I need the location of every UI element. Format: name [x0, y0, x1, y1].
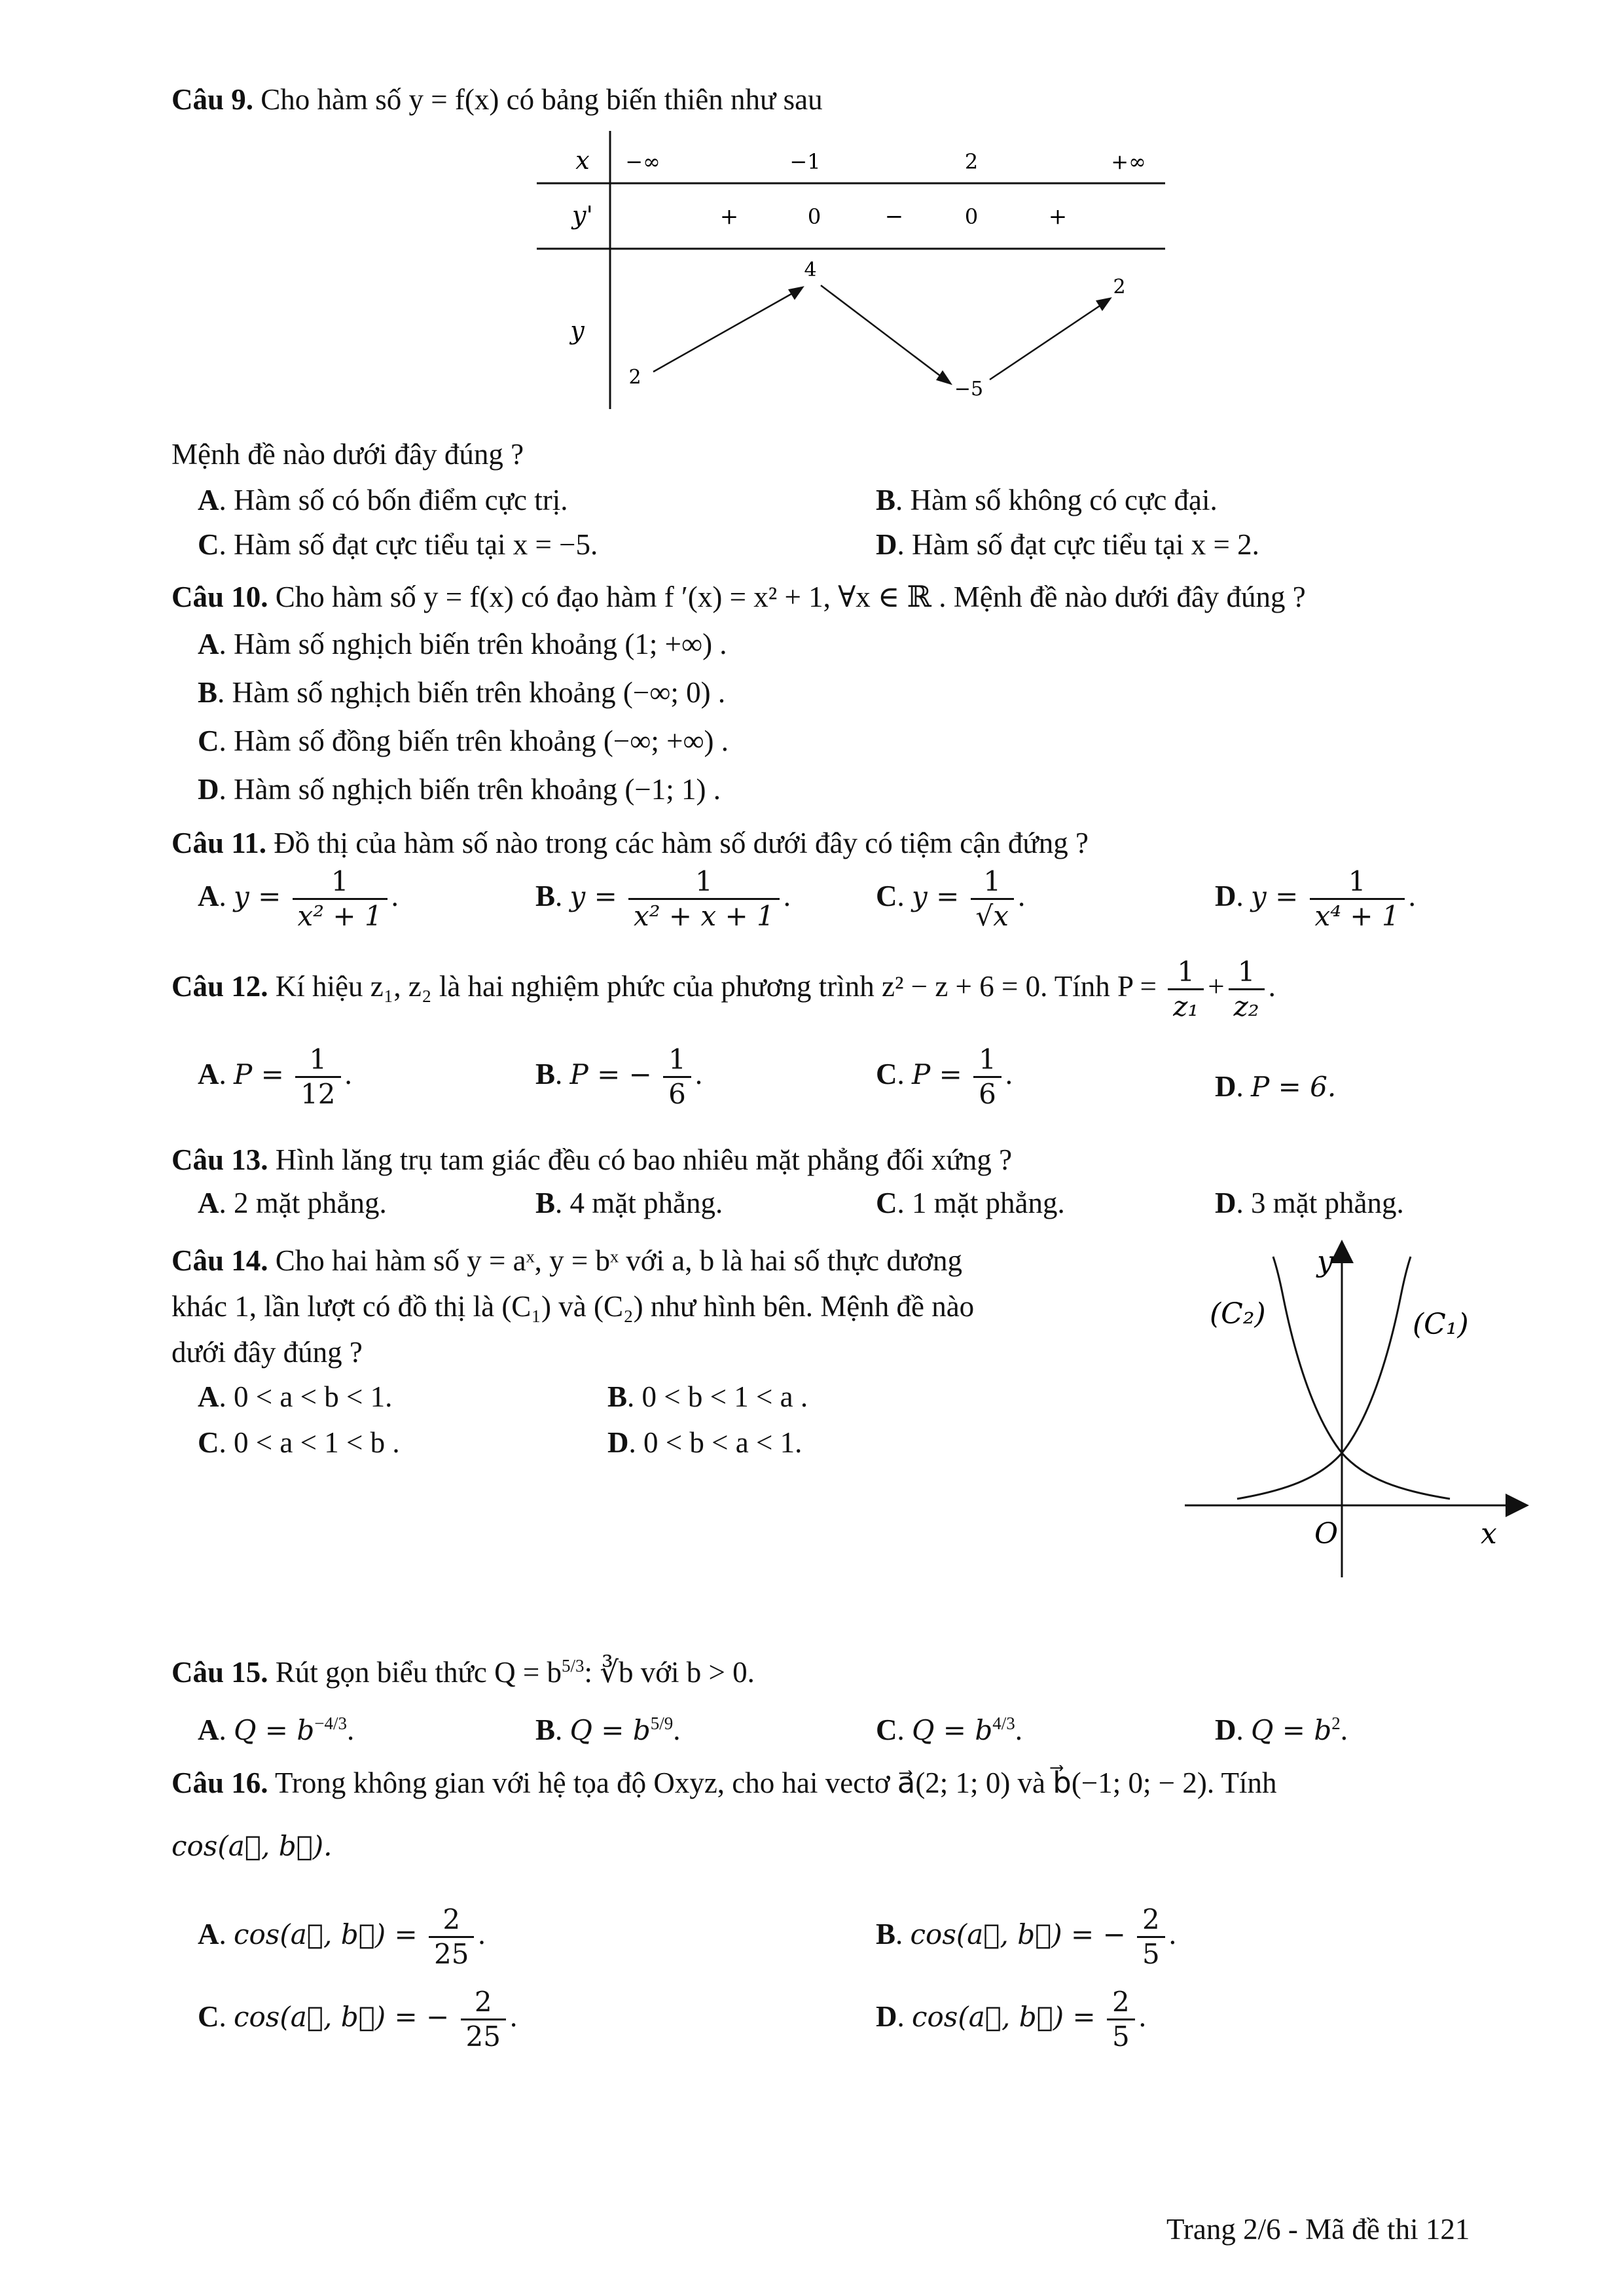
- option-key: A: [198, 1057, 219, 1090]
- option-key: D: [1215, 1187, 1236, 1219]
- fraction-denominator: z₂: [1229, 988, 1265, 1020]
- q9-sign: 0: [807, 204, 821, 229]
- fraction-numerator: 2: [474, 1986, 492, 2018]
- fraction-numerator: 2: [1142, 1903, 1160, 1935]
- q14-option-b[interactable]: [607, 1382, 808, 1412]
- option-key: D: [876, 528, 897, 561]
- fraction-numerator: 1: [309, 1043, 327, 1075]
- option-lhs: cos(a⃗, b⃗) =: [234, 1918, 418, 1950]
- q11-stem: [171, 829, 1089, 858]
- option-key: A: [198, 628, 219, 660]
- fraction: [429, 1903, 474, 1970]
- fraction-denominator: x² + x + 1: [628, 898, 780, 930]
- option-key: A: [198, 879, 219, 912]
- graph-x-label: x: [1481, 1517, 1497, 1551]
- q14-stem-line-1: [171, 1246, 962, 1276]
- option-key: C: [876, 1057, 897, 1090]
- option-base: Q = b: [234, 1714, 315, 1746]
- option-key: C: [198, 725, 219, 757]
- fraction-numerator: 1: [983, 865, 1001, 897]
- fraction-numerator: 1: [1177, 956, 1195, 988]
- option-key: C: [876, 1187, 897, 1219]
- fraction-numerator: 1: [979, 1043, 996, 1075]
- q16-option-a[interactable]: A. cos(a⃗, b⃗) = $\frac{2}{25}$ .: [198, 1903, 486, 1970]
- option-text: . 0 < b < a < 1.: [628, 1426, 803, 1459]
- q9-y-value: 4: [804, 259, 817, 281]
- option-key: B: [535, 879, 556, 912]
- q11-option-a[interactable]: A. y = $\frac{1}{\text{x² + 1}}$ .: [198, 865, 399, 932]
- option-key: A: [198, 1187, 219, 1219]
- q15-text-post: : ∛b với b > 0.: [584, 1656, 755, 1689]
- q11-option-d[interactable]: D. y = $\frac{1}{\text{x⁴ + 1}}$ .: [1215, 865, 1416, 932]
- q15-text-pre: Rút gọn biểu thức Q = b: [275, 1656, 562, 1689]
- option-text: . Hàm số đồng biến trên khoảng (−∞; +∞) .: [219, 725, 729, 757]
- q11-option-c[interactable]: C. y = $\frac{1}{√x}$ .: [876, 865, 1026, 932]
- option-exponent: −4/3: [314, 1713, 347, 1733]
- option-key: C: [876, 879, 897, 912]
- option-text: . 3 mặt phẳng.: [1236, 1187, 1404, 1219]
- option-lhs: y =: [1251, 880, 1299, 912]
- q9-prompt: Mệnh đề nào dưới đây đúng ?: [171, 438, 524, 471]
- option-text: . Hàm số có bốn điểm cực trị.: [219, 484, 568, 516]
- fraction-numerator: 1: [331, 865, 349, 897]
- fraction: [295, 1043, 340, 1110]
- fraction-denominator: 5: [1107, 2018, 1135, 2051]
- fraction: [1310, 865, 1405, 932]
- q10-label: Câu 10.: [171, 581, 268, 613]
- q14-text-1: Cho hai hàm số y = aˣ, y = bˣ với a, b là hai số thực dương: [275, 1244, 963, 1277]
- q9-x-value: +∞: [1111, 149, 1146, 174]
- option-text: . 0 < a < 1 < b .: [219, 1426, 400, 1459]
- option-key: D: [1215, 1713, 1236, 1746]
- q9-sign: +: [1048, 204, 1068, 230]
- option-base: Q = b: [569, 1714, 651, 1746]
- q9-row-yp-label: y': [572, 201, 593, 230]
- page-footer: Trang 2/6 - Mã đề thi 121: [1166, 2213, 1470, 2246]
- option-text: . Hàm số đạt cực tiểu tại x = −5.: [219, 528, 598, 561]
- q13-text: Hình lăng trụ tam giác đều có bao nhiêu mặt phẳng đối xứng ?: [275, 1143, 1013, 1176]
- q14-label: Câu 14.: [171, 1244, 268, 1277]
- fraction-denominator: 5: [1137, 1936, 1165, 1968]
- q10-option-d[interactable]: [198, 775, 721, 804]
- q16-option-d[interactable]: D. cos(a⃗, b⃗) = $\frac{2}{5}$ .: [876, 1986, 1146, 2053]
- fraction: [663, 1043, 691, 1110]
- q14-option-d[interactable]: [607, 1428, 802, 1458]
- option-lhs: P = −: [569, 1058, 652, 1090]
- option-lhs: P =: [912, 1058, 962, 1090]
- option-exponent: 4/3: [992, 1713, 1015, 1733]
- q9-sign: +: [719, 204, 739, 230]
- q12-option-c[interactable]: C. P = $\frac{1}{6}$ .: [876, 1043, 1013, 1110]
- q12-option-b[interactable]: B. P = − $\frac{1}{6}$ .: [535, 1043, 703, 1110]
- plus-sign: +: [1208, 969, 1225, 1003]
- q9-option-c[interactable]: [198, 530, 598, 560]
- q9-row-x-label: x: [575, 146, 590, 175]
- q9-y-value: 2: [628, 366, 641, 389]
- option-text: . Hàm số đạt cực tiểu tại x = 2.: [897, 528, 1259, 561]
- fraction-denominator: √x: [971, 898, 1014, 930]
- graph-c2-label: (C₂): [1210, 1297, 1266, 1331]
- q10-option-a[interactable]: [198, 630, 727, 659]
- q11-text: Đồ thị của hàm số nào trong các hàm số dưới đây có tiệm cận đứng ?: [274, 827, 1089, 859]
- q9-sign: −: [884, 204, 904, 230]
- fraction-denominator: 6: [663, 1076, 691, 1108]
- option-key: B: [535, 1057, 556, 1090]
- q10-stem: [171, 583, 1306, 612]
- q9-text: Cho hàm số y = f(x) có bảng biến thiên như sau: [261, 83, 823, 116]
- option-key: D: [1215, 1070, 1236, 1103]
- option-text: . Hàm số nghịch biến trên khoảng (−∞; 0) .: [217, 676, 726, 709]
- option-key: C: [198, 528, 219, 561]
- q12-stem: Câu 12. Kí hiệu z₁, z₂ là hai nghiệm phức của phương trình z² − z + 6 = 0. Tính P = $\frac{1}{\text{z₁}}$ + $\frac{1}{\text{z₂}}$ .: [171, 956, 1276, 1022]
- option-lhs: y =: [234, 880, 281, 912]
- q11-label: Câu 11.: [171, 827, 267, 859]
- option-key: A: [198, 484, 219, 516]
- q15-exponent: 5/3: [562, 1656, 585, 1676]
- option-text: . Hàm số nghịch biến trên khoảng (1; +∞) .: [219, 628, 727, 660]
- option-key: B: [607, 1380, 628, 1413]
- q10-option-c[interactable]: [198, 726, 729, 756]
- fraction: [293, 865, 388, 932]
- q9-stem: [171, 85, 823, 115]
- q15-option-b[interactable]: B. $Q = b^{5/9}$.: [535, 1713, 681, 1746]
- q13-option-d[interactable]: [1215, 1189, 1404, 1218]
- q16-label: Câu 16.: [171, 1767, 268, 1799]
- graph-origin-label: O: [1314, 1517, 1339, 1551]
- option-key: C: [198, 1426, 219, 1459]
- option-lhs: P =: [234, 1058, 284, 1090]
- fraction-numerator: 2: [1111, 1986, 1130, 2018]
- option-lhs: cos(a⃗, b⃗) = −: [234, 2000, 450, 2033]
- q14-option-a[interactable]: [198, 1382, 392, 1412]
- q9-y-value: 2: [1113, 276, 1126, 298]
- fraction-numerator: 1: [1348, 865, 1366, 897]
- q15-option-d[interactable]: D. $Q = b^2$.: [1215, 1713, 1348, 1746]
- fraction: [971, 865, 1014, 932]
- option-text: . 1 mặt phẳng.: [897, 1187, 1065, 1219]
- q9-option-a[interactable]: [198, 486, 568, 515]
- fraction-denominator: x⁴ + 1: [1310, 898, 1405, 930]
- option-key: B: [198, 676, 218, 709]
- fraction-numerator: 2: [442, 1903, 461, 1935]
- fraction-numerator: 1: [668, 1043, 686, 1075]
- option-key: D: [876, 2000, 897, 2033]
- option-key: A: [198, 1713, 219, 1746]
- graph-y-label: y: [1317, 1245, 1333, 1278]
- option-key: D: [607, 1426, 629, 1459]
- option-key: B: [535, 1187, 556, 1219]
- q15-stem: [171, 1657, 755, 1687]
- q9-variation-table: [537, 131, 1165, 419]
- q9-option-d[interactable]: [876, 530, 1259, 560]
- option-base: Q = b: [1251, 1714, 1332, 1746]
- fraction-denominator: 12: [295, 1076, 340, 1108]
- q12-text: Kí hiệu z₁, z₂ là hai nghiệm phức của phương trình z² − z + 6 = 0. Tính P =: [275, 969, 1157, 1003]
- option-key: A: [198, 1917, 219, 1950]
- q12-label: Câu 12.: [171, 969, 268, 1003]
- q16-stem-line-1: [171, 1768, 1277, 1798]
- option-text: . 0 < a < b < 1.: [219, 1380, 393, 1413]
- fraction: [973, 1043, 1001, 1110]
- fraction: [461, 1988, 506, 2051]
- option-text: . Hàm số nghịch biến trên khoảng (−1; 1) .: [219, 773, 721, 806]
- q13-option-a[interactable]: [198, 1189, 387, 1218]
- q10-text: Cho hàm số y = f(x) có đạo hàm f ′(x) = x² + 1, ∀x ∈ ℝ . Mệnh đề nào dưới đây đúng ?: [275, 581, 1306, 613]
- option-exponent: 2: [1331, 1713, 1341, 1733]
- option-key: B: [535, 1713, 556, 1746]
- fraction: [1229, 958, 1265, 1020]
- q9-arrows: [653, 285, 1110, 384]
- q14-exponential-graph: [1178, 1230, 1545, 1584]
- fraction: [1168, 958, 1204, 1020]
- option-text: . 0 < b < 1 < a .: [627, 1380, 808, 1413]
- option-key: C: [198, 2000, 219, 2033]
- option-text: . 2 mặt phẳng.: [219, 1187, 387, 1219]
- q9-x-value: −∞: [625, 149, 660, 174]
- q12-option-d[interactable]: D. P = 6.: [1215, 1070, 1337, 1103]
- q9-label: Câu 9.: [171, 83, 254, 116]
- option-key: A: [198, 1380, 219, 1413]
- q15-label: Câu 15.: [171, 1656, 268, 1689]
- q11-option-b[interactable]: B. y = $\frac{1}{\text{x² + x + 1}}$ .: [535, 865, 791, 932]
- q13-stem: [171, 1145, 1012, 1175]
- option-lhs: y =: [912, 880, 960, 912]
- q12-option-a[interactable]: A. P = $\frac{1}{12}$ .: [198, 1043, 352, 1110]
- q13-option-c[interactable]: [876, 1189, 1065, 1218]
- curve-c1: [1237, 1257, 1411, 1499]
- q15-option-c[interactable]: C. $Q = b^{4/3}$.: [876, 1713, 1022, 1746]
- fraction-denominator: 25: [461, 2018, 506, 2051]
- q9-x-value: 2: [964, 149, 979, 174]
- q14-option-c[interactable]: [198, 1428, 400, 1458]
- q16-option-b[interactable]: B. cos(a⃗, b⃗) = − $\frac{2}{5}$ .: [876, 1903, 1177, 1970]
- q10-option-b[interactable]: [198, 678, 725, 708]
- curve-c2: [1273, 1257, 1450, 1499]
- q9-x-value: −1: [789, 149, 821, 174]
- option-key: C: [876, 1713, 897, 1746]
- option-lhs: cos(a⃗, b⃗) = −: [910, 1918, 1126, 1950]
- q16-option-c[interactable]: C. cos(a⃗, b⃗) = − $\frac{2}{25}$ .: [198, 1986, 518, 2053]
- fraction-denominator: 6: [973, 1076, 1001, 1108]
- q16-text-1: Trong không gian với hệ tọa độ Oxyz, cho hai vectơ a⃗(2; 1; 0) và b⃗(−1; 0; − 2). Tính: [274, 1767, 1277, 1799]
- fraction-numerator: 1: [695, 865, 713, 897]
- fraction-denominator: 25: [429, 1936, 474, 1968]
- q14-stem-line-3: dưới đây đúng ?: [171, 1336, 363, 1369]
- q16-stem-line-2: cos(a⃗, b⃗).: [171, 1830, 333, 1862]
- option-key: B: [876, 1917, 896, 1950]
- fraction-denominator: z₁: [1168, 988, 1204, 1020]
- option-base: Q = b: [912, 1714, 993, 1746]
- q9-row-y-label: y: [570, 316, 585, 345]
- option-text: . Hàm số không có cực đại.: [895, 484, 1218, 516]
- q14-stem-line-2: khác 1, lần lượt có đồ thị là (C₁) và (C₂) như hình bên. Mệnh đề nào: [171, 1290, 975, 1323]
- option-lhs: P = 6.: [1251, 1071, 1337, 1103]
- q13-option-b[interactable]: [535, 1189, 723, 1218]
- option-lhs: y =: [569, 880, 617, 912]
- q9-y-value: −5: [954, 378, 984, 401]
- graph-c1-label: (C₁): [1413, 1308, 1469, 1341]
- q9-sign: 0: [964, 204, 979, 229]
- option-exponent: 5/9: [650, 1713, 674, 1733]
- q13-label: Câu 13.: [171, 1143, 268, 1176]
- fraction: [1107, 1988, 1135, 2051]
- q15-option-a[interactable]: A. $Q = b^{-4/3}$.: [198, 1713, 355, 1746]
- option-lhs: cos(a⃗, b⃗) =: [912, 2000, 1096, 2033]
- option-text: . 4 mặt phẳng.: [555, 1187, 723, 1219]
- option-key: D: [1215, 879, 1236, 912]
- q9-option-b[interactable]: [876, 486, 1218, 515]
- fraction-numerator: 1: [1237, 956, 1255, 988]
- fraction: [628, 865, 780, 932]
- option-key: B: [876, 484, 896, 516]
- fraction: [1137, 1903, 1165, 1970]
- fraction-denominator: x² + 1: [293, 898, 388, 930]
- option-key: D: [198, 773, 219, 806]
